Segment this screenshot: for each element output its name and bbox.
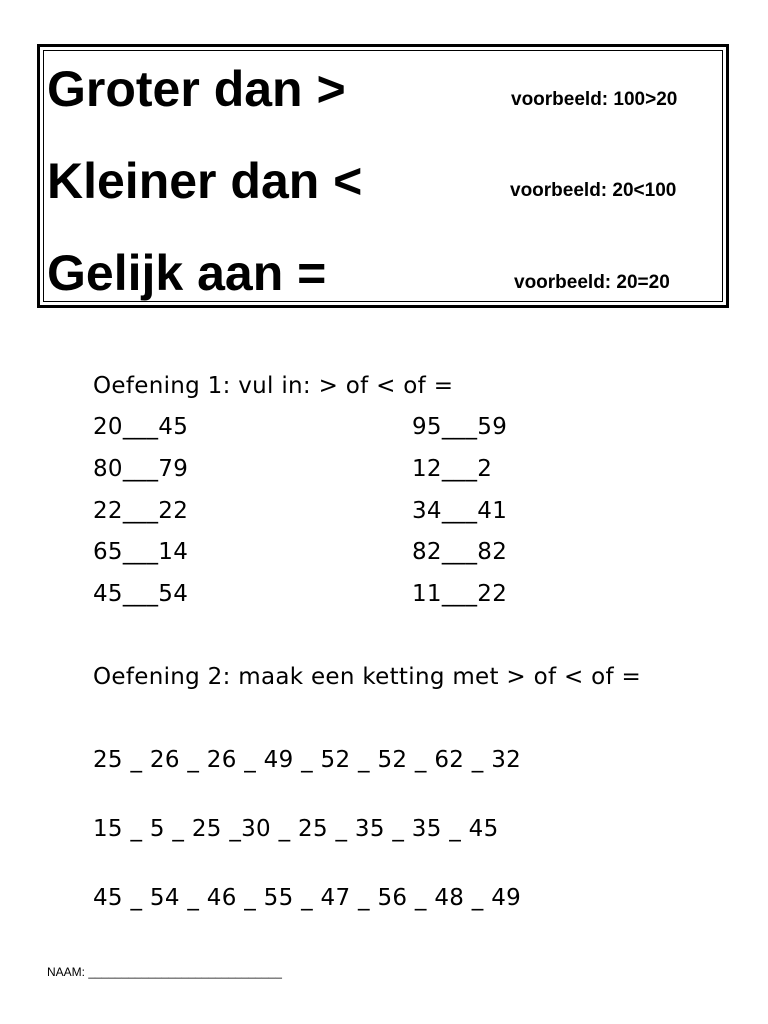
exercise1-left-item: 45___54	[93, 581, 189, 607]
exercise2-chain: 25 _ 26 _ 26 _ 49 _ 52 _ 52 _ 62 _ 32	[93, 747, 522, 773]
rule-example-greater: voorbeeld: 100>20	[511, 89, 678, 110]
exercise2-chain: 15 _ 5 _ 25 _30 _ 25 _ 35 _ 35 _ 45	[93, 816, 499, 842]
rule-title-greater: Groter dan >	[47, 61, 346, 117]
exercise1-left-item: 65___14	[93, 539, 189, 565]
rule-title-equal: Gelijk aan =	[47, 245, 327, 301]
exercise1-right-item: 11___22	[412, 581, 508, 607]
exercise1-right-item: 95___59	[412, 414, 508, 440]
rule-title-less: Kleiner dan <	[47, 153, 363, 209]
exercise2-chain: 45 _ 54 _ 46 _ 55 _ 47 _ 56 _ 48 _ 49	[93, 885, 522, 911]
name-field-label: NAAM: _____________________________	[47, 965, 282, 979]
exercise1-instruction: Oefening 1: vul in: > of < of =	[93, 373, 454, 399]
exercise1-left-item: 20___45	[93, 414, 189, 440]
exercise1-right-item: 12___2	[412, 456, 493, 482]
exercise1-right-item: 34___41	[412, 498, 508, 524]
rule-example-less: voorbeeld: 20<100	[510, 180, 677, 201]
rule-example-equal: voorbeeld: 20=20	[514, 272, 670, 293]
exercise1-left-item: 80___79	[93, 456, 189, 482]
exercise1-left-item: 22___22	[93, 498, 189, 524]
exercise2-instruction: Oefening 2: maak een ketting met > of < of =	[93, 664, 642, 690]
exercise1-right-item: 82___82	[412, 539, 508, 565]
